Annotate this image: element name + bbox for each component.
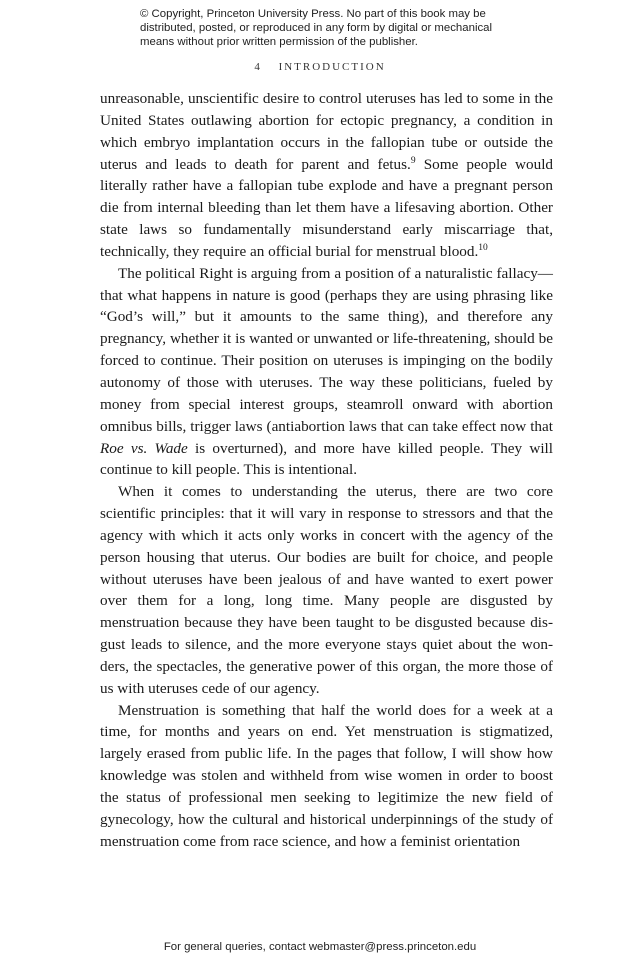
copyright-line: © Copyright, Princeton University Press. No part of this book may be [140,8,486,20]
footnote-marker[interactable]: 10 [478,242,488,253]
paragraph-text: Some people would literally rather have a fallopian tube explode and have a pregnant person die from internal bleeding than let them have a lifesaving abortion. Other state laws so fundamentally misunderstand early miscarriage that, technically, they require an official burial for menstrual blood. [100,155,554,260]
case-title: Roe vs. Wade [100,439,188,457]
footer-contact: For general queries, contact webmaster@press.princeton.edu [163,941,477,953]
paragraph: Menstruation is something that half the world does for a week at a time, for months and years on end. Yet menstruation is stigmatized, largely erased from public life. In the pages that follow, I will show how knowledge was stolen and withheld from wise women in order to boost the status of professional men seeking to legitimize the new field of gynecology, how the cultural and historical underpinnings of the study of menstruation come from race science, and how a feminist orientation [100,701,553,850]
paragraph: When it comes to understanding the uterus, there are two core scientific principles: that it will vary in response to stressors and that the agency with which it acts only works in concert with the agency of the person housing that uterus. Our bodies are built for choice, and people without uteruses have been jealous of and have wanted to exert power over them for a long, long time. Many people are disgusted by menstruation because they have been taught to be disgusted because disgust leads to silence, and the more everyone stays quiet about the wonders, the spectacles, the generative power of this organ, the more those of us with uteruses cede of our agency. [100,483,553,697]
running-head [0,61,640,73]
paragraph [100,88,553,263]
paragraph [100,263,553,481]
copyright-line: distributed, posted, or reproduced in any form by digital or mechanical [140,22,493,35]
chapter-title: INTRODUCTION [278,61,386,73]
paragraph-text: unreasonable, unscientific desire to control uteruses has led to some in the United States outlawing abortion for ectopic pregnancy, a condition in which embryo implantation occurs in the fallopian tube or outside the uterus and leads to death for parent and fetus. [100,90,553,173]
paragraph-text: The political Right is arguing from a position of a naturalistic fallacy—that what happens in nature is good (perhaps they are using phrasing like “God’s will,” but it amounts to the same thing), and therefore any pregnancy, whether it is wanted or unwanted or life-threatening, should be forced to continue. Their position on uteruses is impinging on the bodily autonomy of those with uteruses. The way these politicians, fueled by money from special interest groups, steamroll onward with abortion omnibus bills, trigger laws (antiabortion laws that can take effect now that [100,264,553,435]
body-text [100,88,553,853]
paragraph-text: is overturned), and more have killed people. They will continue to kill people. This is intentional. [100,439,553,479]
footnote-marker[interactable]: 9 [410,155,416,166]
page-number: 4 [254,61,260,73]
copyright-line: means without prior written permission of the publisher. [140,36,418,49]
copyright-notice [140,7,520,50]
